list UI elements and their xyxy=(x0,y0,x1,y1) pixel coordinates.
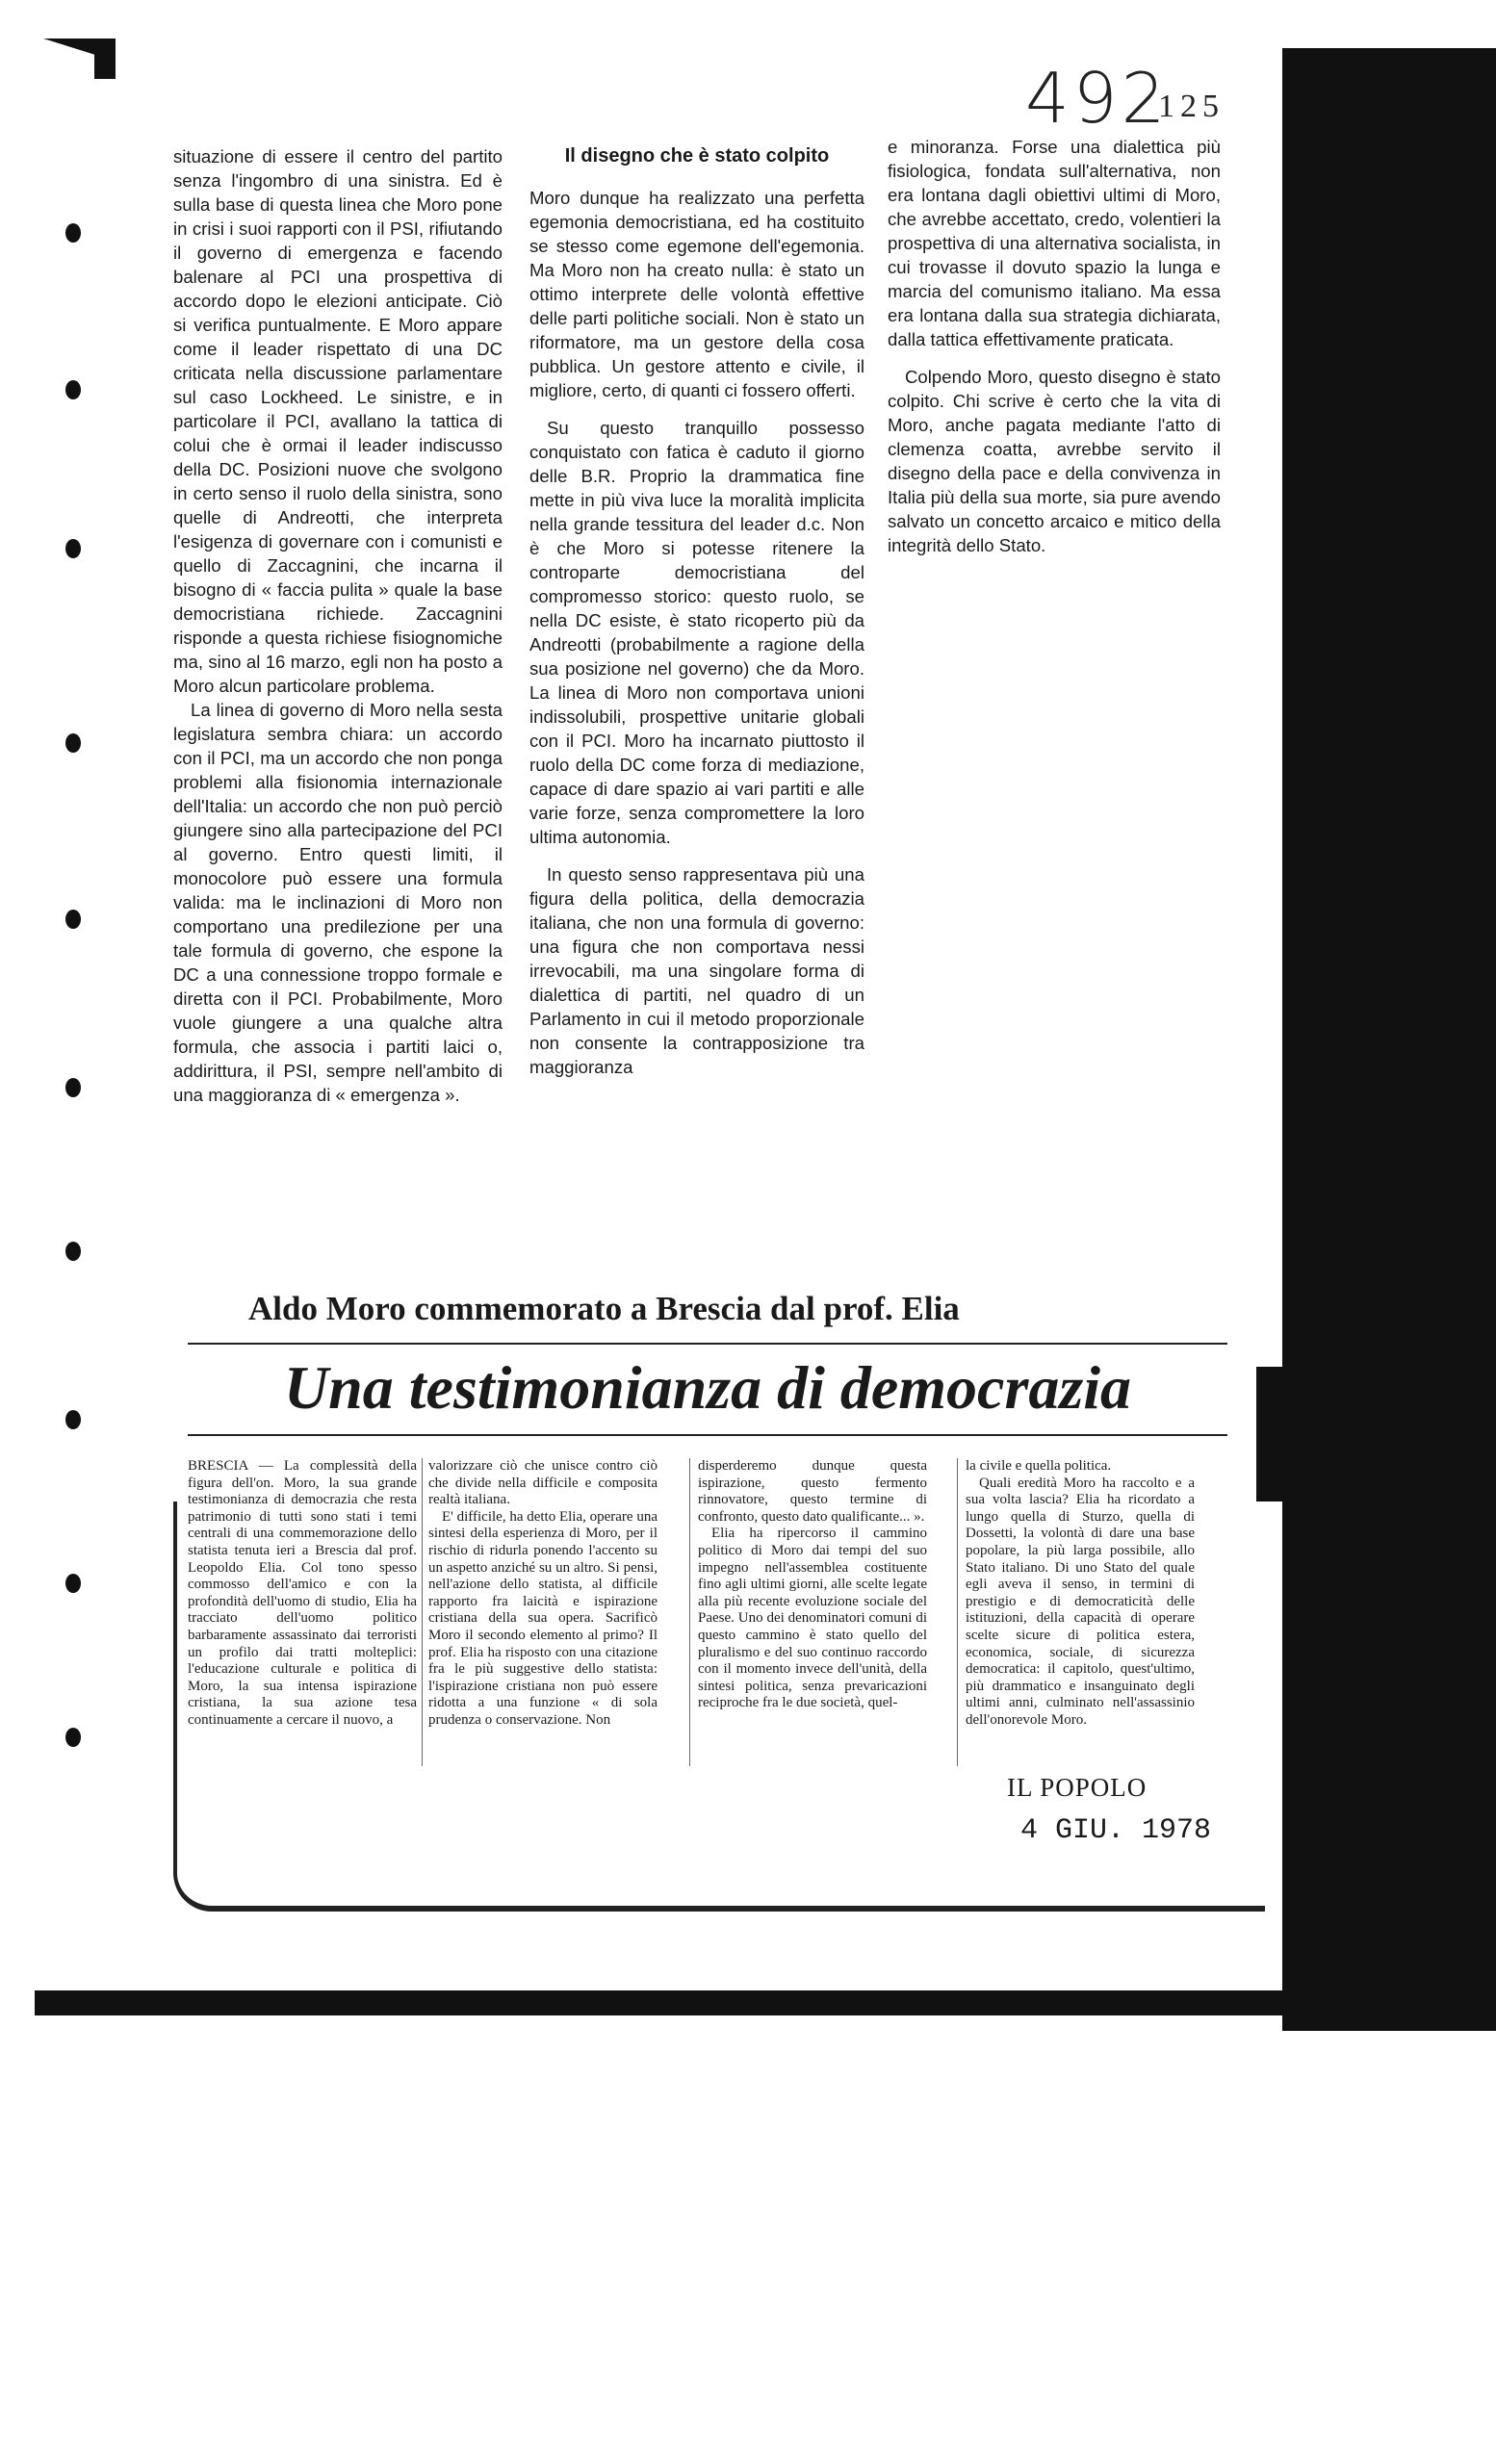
paragraph: E' difficile, ha detto Elia, operare una sintesi della esperienza di Moro, per il rischio di ridurla ponendo l'accento su un aspetto anziché su un altro. Si pensi, nell'azione dello statista, al difficile rapporto fra laicità e ispirazione cristiana della sua opera. Sacrificò Moro il secondo elemento al primo? Il prof. Elia ha risposto con una citazione fra le più suggestive dello statista: l'ispirazione cristiana non può essere ridotta a una funzione « di sola prudenza o conservazione. Non xyxy=(428,1508,658,1728)
paragraph: la civile e quella politica. xyxy=(966,1458,1112,1474)
binder-hole xyxy=(65,1078,81,1097)
story-column-2 xyxy=(428,1458,658,1730)
paragraph: situazione di essere il centro del partito senza l'ingombro di una sinistra. Ed è sulla base di questa linea che Moro pone in crisi i suoi rapporti con il PSI, rifiutando il governo di emergenza e facendo balenare al PCI una prospettiva di accordo dopo le elezioni anticipate. Ciò si verifica puntualmente. E Moro appare come il leader rispettato di una DC criticata nella discussione parlamentare sul caso Lockheed. Le sinistre, e in particolare il PCI, avallano la tattica di colui che è ormai il leader indiscusso della DC. Posizioni nuove che svolgono in certo senso il ruolo della sinistra, sono quelle di Andreotti, che interpreta l'esigenza di governare con i comunisti e quello di Zaccagnini, che incarna il bisogno di « faccia pulita » quale la base democristiana richiede. Zaccagnini risponde a questa richiese fisiognomiche ma, sino al 16 marzo, egli non ha posto a Moro alcun particolare problema. xyxy=(173,146,503,696)
column-separator xyxy=(957,1458,958,1766)
column-separator xyxy=(422,1458,423,1766)
story-column-4 xyxy=(966,1458,1195,1730)
binder-hole xyxy=(65,539,81,558)
headline-rule xyxy=(188,1434,1227,1436)
article-column-3 xyxy=(888,135,1221,557)
paragraph: disperderemo dunque questa ispirazione, questo fermento rinnovatore, questo termine di confronto, questo dato qualificante... ». xyxy=(698,1458,927,1525)
binder-hole xyxy=(65,223,81,243)
column-separator xyxy=(689,1458,690,1766)
binder-hole xyxy=(65,910,81,929)
publication-date: 4 GIU. 1978 xyxy=(1020,1814,1212,1847)
paragraph: In questo senso rappresentava più una figura della politica, della democrazia italiana, che non una formula di governo: una figura che non comportava nessi irrevocabili, ma una singolare forma di dialettica di partiti, nel quadro di un Parlamento in cui il metodo proporzionale non consente la contrapposizione tra maggioranza xyxy=(529,864,864,1077)
binder-hole xyxy=(65,733,81,753)
paragraph: Quali eredità Moro ha raccolto e a sua volta lascia? Elia ha ricordato a lungo quella di Sturzo, quella di Dossetti, la volontà di dare una base popolare, la più larga possibile, allo Stato italiano. Di uno Stato del quale egli aveva il senso, in termini di prestigio e di democraticità delle istituzioni, della capacità di operare scelte sicure di politica estera, economica, sociale, di sicurezza democratica: il capitolo, quest'ultimo, più drammatico e insanguinato degli ultimi anni, culminato nell'assassinio dell'onorevole Moro. xyxy=(966,1475,1195,1728)
paragraph: Elia ha ripercorso il cammino politico di Moro dai tempi del suo impegno nell'assemblea costituente fino agli ultimi giorni, alle scelte legate alla più recente evoluzione sociale del Paese. Uno dei denominatori comuni di questo cammino è stato quello del pluralismo e del suo continuo raccordo con il momento invece dell'unità, della sintesi politica, senza prevaricazioni reciproche fra le due società, quel- xyxy=(698,1526,927,1711)
paragraph: Colpendo Moro, questo disegno è stato colpito. Chi scrive è certo che la vita di Moro, anche pagata mediante l'atto di clemenza coatta, avrebbe servito il disegno della pace e della convivenza in Italia più della sua morte, sia pure avendo salvato un concetto arcaico e mitico della integrità dello Stato. xyxy=(888,367,1221,555)
story-column-3 xyxy=(698,1458,927,1712)
scan-border-bottom xyxy=(35,1990,1435,2015)
article-headline: Una testimonianza di democrazia xyxy=(283,1353,1132,1422)
binder-hole xyxy=(65,1728,81,1747)
page-sub-number: 125 xyxy=(1158,89,1225,124)
scan-border-right xyxy=(1282,48,1496,2031)
headline-rule xyxy=(188,1343,1227,1345)
paragraph: e minoranza. Forse una dialettica più fisiologica, fondata sull'alternativa, non era lontana dagli obiettivi ultimi di Moro, che avrebbe accettato, credo, volentieri la prospettiva di una alternativa socialista, in cui trovasse il dovuto spazio la lunga e marcia del comunismo italiano. Ma essa era lontana dalla sua strategia dichiarata, dalla tattica effettivamente praticata. xyxy=(888,137,1221,349)
scan-border-notch xyxy=(1256,1367,1285,1502)
article-kicker: Aldo Moro commemorato a Brescia dal prof. Elia xyxy=(248,1290,960,1327)
binder-hole xyxy=(65,380,81,399)
article-column-1 xyxy=(173,144,503,1107)
page-number: 492 xyxy=(1025,58,1170,139)
story-column-1 xyxy=(188,1458,417,1730)
scan-corner-mark xyxy=(94,38,116,79)
paragraph: Su questo tranquillo possesso conquistato con fatica è caduto il giorno delle B.R. Proprio la drammatica fine mette in più viva luce la moralità implicita nella grande tessitura del leader d.c. Non è che Moro si potesse ritenere la controparte democristiana del compromesso storico: questo ruolo, se nella DC esiste, è stato ricoperto più da Andreotti (probabilmente a ragione della sua posizione nel governo) che da Moro. La linea di Moro non comportava unioni indissolubili, prospettive unitarie globali con il PCI. Moro ha incarnato piuttosto il ruolo della DC come forza di mediazione, capace di dare spazio ai vari partiti e alle varie forze, senza compromettere la loro ultima autonomia. xyxy=(529,418,864,847)
paragraph: valorizzare ciò che unisce contro ciò che divide nella difficile e composita realtà italiana. xyxy=(428,1458,658,1508)
article-column-2 xyxy=(529,144,864,1079)
paragraph: La linea di governo di Moro nella sesta legislatura sembra chiara: un accordo con il PCI, ma un accordo che non ponga problemi alla fisionomia internazionale dell'Italia: un accordo che non può perciò giungere sino alla partecipazione del PCI al governo. Entro questi limiti, il monocolore può essere una formula valida: ma le inclinazioni di Moro non comportano una predilezione per una tale formula di governo, che espone la DC a una connessione troppo formale e diretta con il PCI. Probabilmente, Moro vuole giungere a una qualche altra formula, che associa i partiti laici o, addirittura, il PSI, sempre nell'ambito di una maggioranza di « emergenza ». xyxy=(173,700,503,1105)
newspaper-masthead: IL POPOLO xyxy=(1007,1773,1148,1802)
section-heading: Il disegno che è stato colpito xyxy=(564,145,830,167)
binder-hole xyxy=(65,1410,81,1429)
binder-hole xyxy=(65,1242,81,1261)
binder-hole xyxy=(65,1574,81,1593)
paragraph: BRESCIA — La complessità della figura dell'on. Moro, la sua grande testimonianza di democrazia che resta patrimonio di tutti sono stati i temi centrali di una commemorazione dello statista tenuta ieri a Brescia dal prof. Leopoldo Elia. Col tono spesso commosso dell'amico e con la profondità dell'uomo di studio, Elia ha tracciato dell'uomo politico barbaramente assassinato dai terroristi un profilo dai tratti molteplici: l'educazione culturale e politica di Moro, la sua intensa ispirazione cristiana, la sua azione tesa continuamente a cercare il nuovo, a xyxy=(188,1458,417,1728)
paragraph: Moro dunque ha realizzato una perfetta egemonia democristiana, ed ha costituito se stesso come egemone dell'egemonia. Ma Moro non ha creato nulla: è stato un ottimo interprete delle volontà effettive delle parti politiche sociali. Non è stato un riformatore, ma un gestore della cosa pubblica. Un gestore attento e civile, il migliore, certo, di quanti ci fossero offerti. xyxy=(529,188,864,400)
